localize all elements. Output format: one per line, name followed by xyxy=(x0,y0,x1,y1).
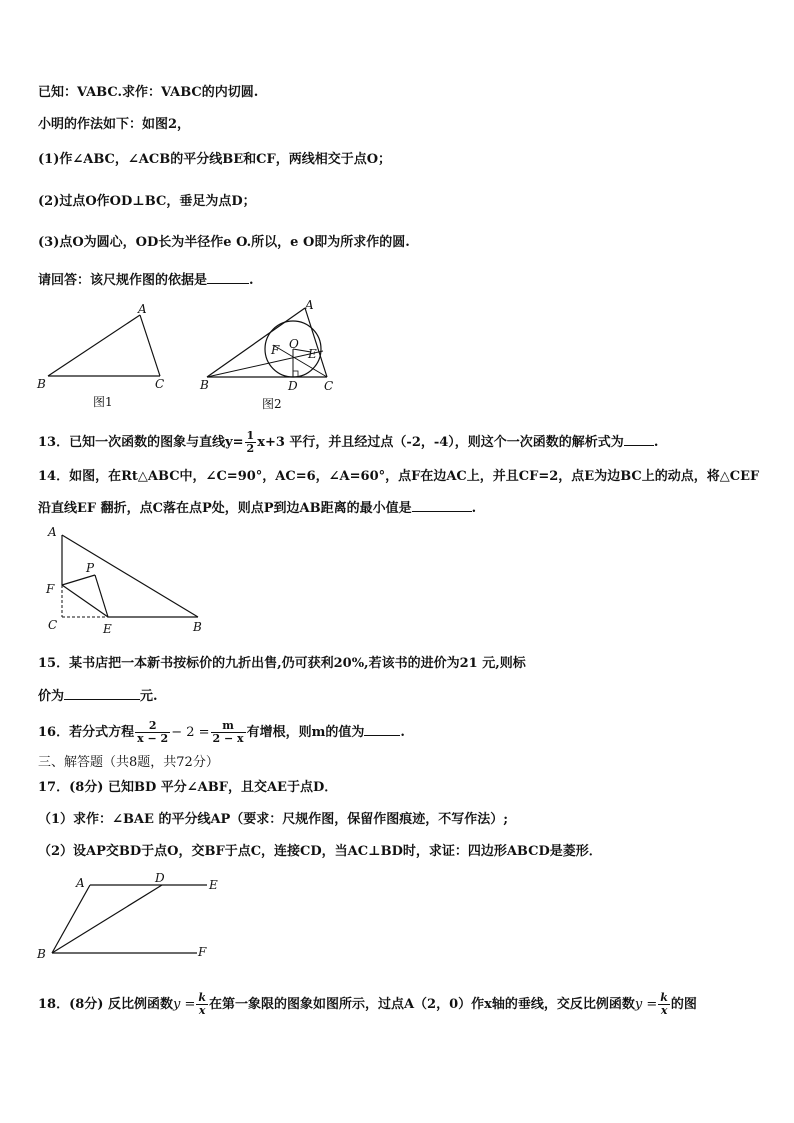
q16-fraction-2: $\frac{m}{2 - x}$ xyxy=(212,719,244,745)
fig1-label-a: A xyxy=(138,302,147,316)
q18-text-b: 在第一象限的图象如图所示，过点A（2，0）作x轴的垂线，交反比例函数 xyxy=(208,997,635,1012)
fig2-label-f: F xyxy=(271,343,280,357)
fig14-label-b: B xyxy=(193,620,202,634)
fig2-label-d: D xyxy=(288,379,298,393)
q16-text-a: 16．若分式方程 xyxy=(38,725,135,740)
method-intro: 小明的作法如下：如图2， xyxy=(38,117,191,132)
fig14-label-e: E xyxy=(103,622,112,636)
answer-blank[interactable] xyxy=(207,271,249,284)
fig17-label-e: E xyxy=(209,878,218,892)
q16-fraction-1: $\frac{2}{x - 2}$ xyxy=(137,719,169,745)
q18-y-2: y = xyxy=(634,997,658,1012)
fig2-caption: 图2 xyxy=(262,397,282,411)
q15-text-a: 价为 xyxy=(38,689,65,704)
question-12-prompt xyxy=(38,271,254,290)
fig14-label-p: P xyxy=(86,561,95,575)
question-17-line1: 17．(8分) 已知BD 平分∠ABF，且交AE于点D． xyxy=(38,780,338,795)
q18-fraction-1: $\frac{k}{x}$ xyxy=(198,991,206,1017)
figure-2-incircle xyxy=(195,296,355,412)
step-1: (1)作∠ABC，∠ACB的平分线BE和CF，两线相交于点O； xyxy=(38,152,392,167)
fig1-label-b: B xyxy=(37,377,46,391)
fig2-label-c: C xyxy=(324,379,334,393)
q18-text-a: 18．(8分) 反比例函数 xyxy=(38,997,173,1012)
question-17-line2: （1）求作：∠BAE 的平分线AP（要求：尺规作图，保留作图痕迹，不写作法）; xyxy=(38,812,509,827)
answer-blank[interactable] xyxy=(412,499,472,512)
question-18 xyxy=(38,992,697,1017)
question-15-line2 xyxy=(38,687,158,706)
q13-end: . xyxy=(653,435,659,450)
section-3-heading: 三、解答题（共8题，共72分） xyxy=(38,755,219,770)
figure-q14 xyxy=(40,527,220,639)
problem-statement: 已知：VABC.求作：VABC的内切圆. xyxy=(38,85,259,100)
answer-blank[interactable] xyxy=(364,723,400,736)
q14-text: 沿直线EF 翻折，点C落在点P处，则点P到边AB距离的最小值是 xyxy=(38,501,412,516)
fig1-caption: 图1 xyxy=(93,395,113,409)
question-12-text: 请回答：该尺规作图的依据是 xyxy=(38,273,208,288)
q18-text-c: 的图 xyxy=(670,997,697,1012)
fig1-label-c: C xyxy=(155,377,165,391)
fig17-label-d: D xyxy=(155,871,165,885)
q13-text-a: 13．已知一次函数的图象与直线y= xyxy=(38,435,244,450)
fig17-label-b: B xyxy=(37,947,46,961)
q16-text-b: 有增根，则m的值为 xyxy=(246,725,365,740)
question-12-end: . xyxy=(249,273,254,288)
question-16 xyxy=(38,720,405,745)
question-14-line2 xyxy=(38,499,476,518)
q13-fraction: $\frac{1}{2}$ xyxy=(246,429,255,455)
fig2-label-b: B xyxy=(200,378,209,392)
q13-text-b: x+3 平行，并且经过点（-2，-4），则这个一次函数的解析式为 xyxy=(257,435,624,450)
fig17-label-a: A xyxy=(76,876,85,890)
fig14-label-f: F xyxy=(46,582,55,596)
fig2-label-a: A xyxy=(305,298,314,312)
question-13 xyxy=(38,430,658,455)
step-3: (3)点O为圆心，OD长为半径作e O.所以，e O即为所求作的圆. xyxy=(38,235,410,250)
q15-text-b: 元. xyxy=(140,689,158,704)
figure-1-triangle xyxy=(30,300,180,410)
step-2: (2)过点O作OD⊥BC，垂足为点D； xyxy=(38,194,256,209)
question-17-line3: （2）设AP交BD于点O，交BF于点C，连接CD，当AC⊥BD时，求证：四边形ABCD是菱形． xyxy=(38,844,602,859)
fig14-label-a: A xyxy=(48,527,57,539)
figure-q17 xyxy=(32,870,232,962)
q18-fraction-2: $\frac{k}{x}$ xyxy=(660,991,668,1017)
fig2-label-e: E xyxy=(308,347,317,361)
fig2-label-o: O xyxy=(289,337,299,351)
q14-end: . xyxy=(471,501,477,516)
fig14-label-c: C xyxy=(48,618,58,632)
q18-y-1: y = xyxy=(172,997,196,1012)
fig17-label-f: F xyxy=(198,945,207,959)
q16-end: . xyxy=(400,725,405,740)
question-14-line1: 14．如图，在Rt△ABC中，∠C=90°，AC=6，∠A=60°，点F在边AC上，并且CF=2，点E为边BC上的动点，将△CEF xyxy=(38,469,760,484)
question-15-line1: 15．某书店把一本新书按标价的九折出售,仍可获利20%,若该书的进价为21 元,则标 xyxy=(38,656,526,671)
answer-blank[interactable] xyxy=(624,433,654,446)
q16-mid: − 2 = xyxy=(171,725,210,740)
answer-blank[interactable] xyxy=(64,687,140,700)
